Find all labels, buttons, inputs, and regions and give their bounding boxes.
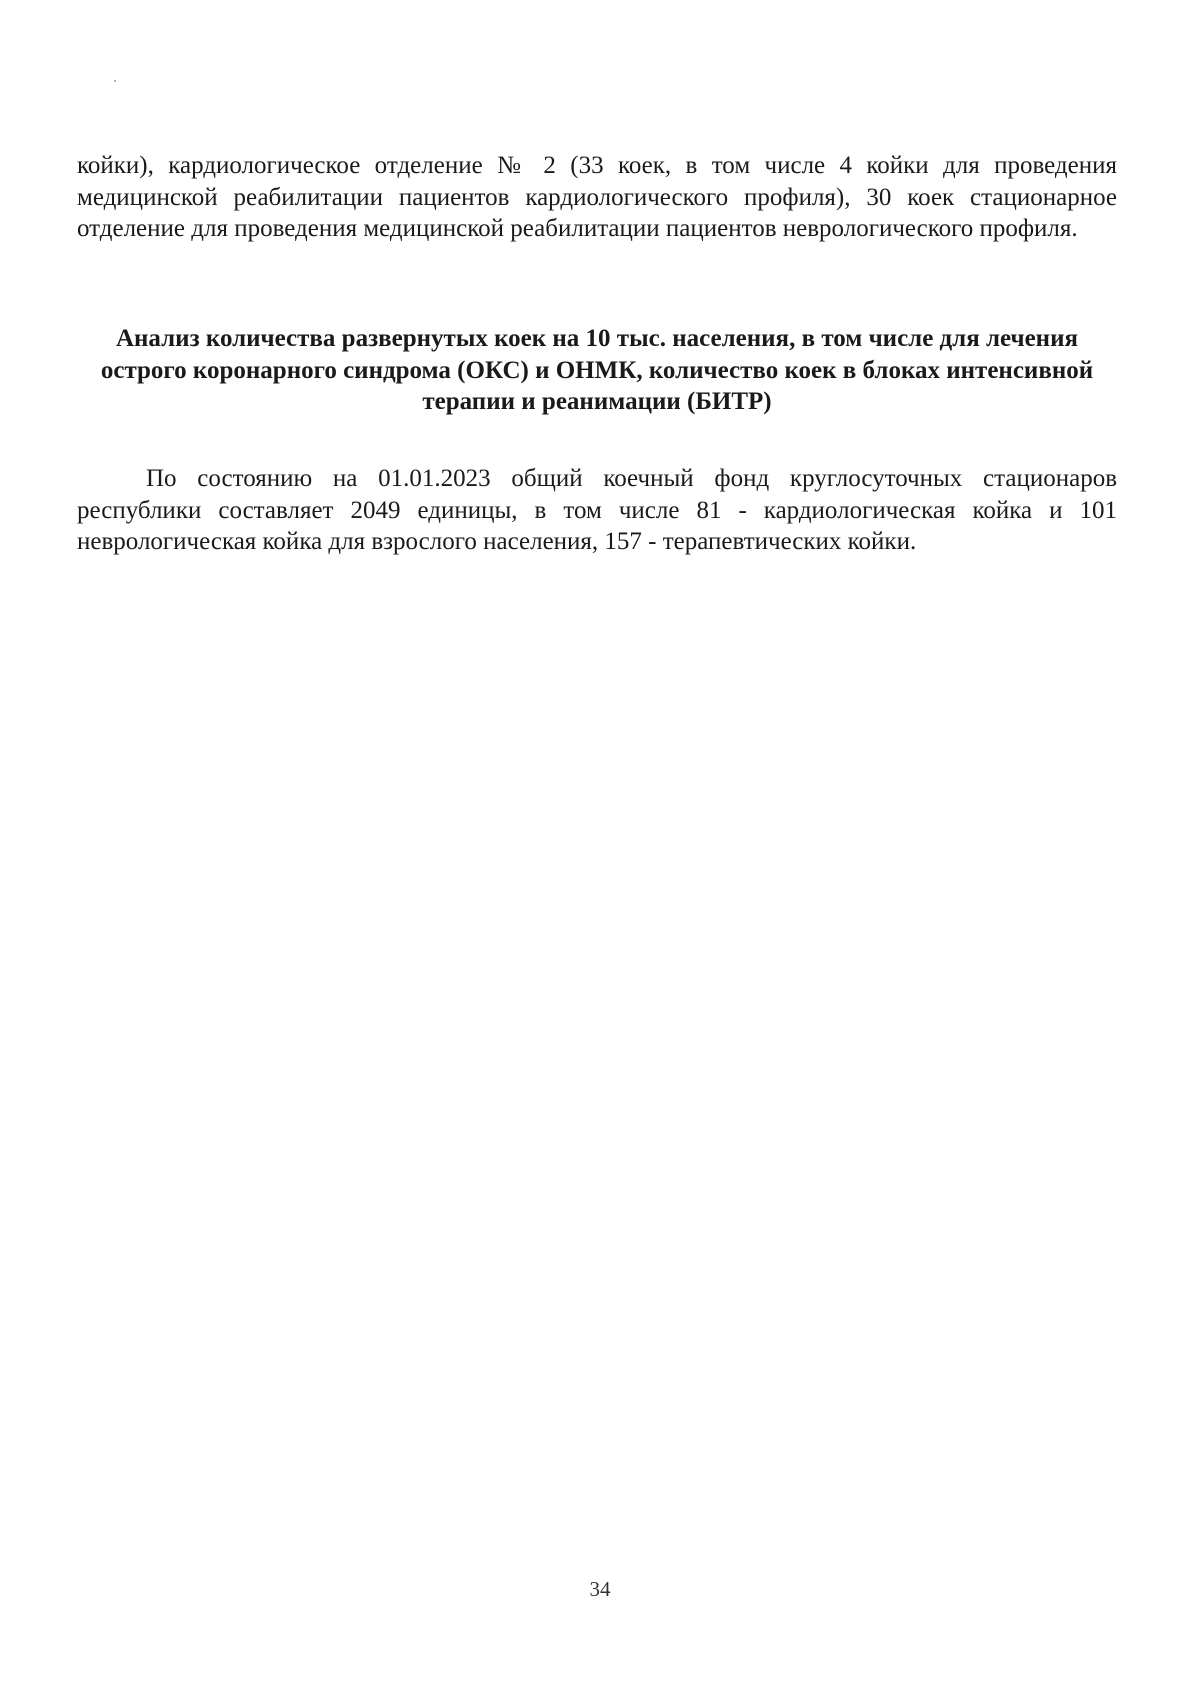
paragraph-beds-departments: койки), кардиологическое отделение № 2 (33 коек, в том числе 4 койки для проведения медицинской реабилитации пациентов кардиологического профиля), 30 коек стационарное отделение для проведения медицинской реабилитации пациентов неврологического профиля. <box>77 152 1117 242</box>
section-heading: Анализ количества развернутых коек на 10 тыс. населения, в том числе для лечения острого коронарного синдрома (ОКС) и ОНМК, количество коек в блоках интенсивной терапии и реанимации (БИТР) <box>100 325 1094 415</box>
scan-speck <box>114 80 116 82</box>
paragraph-bed-fund: По состоянию на 01.01.2023 общий коечный фонд круглосуточных стационаров республики составляет 2049 единицы, в том числе 81 - кардиологическая койка и 101 неврологическая койка для взрослого населения, 157 - терапевтических койки. <box>77 465 1117 555</box>
page-number: 34 <box>589 1577 611 1601</box>
